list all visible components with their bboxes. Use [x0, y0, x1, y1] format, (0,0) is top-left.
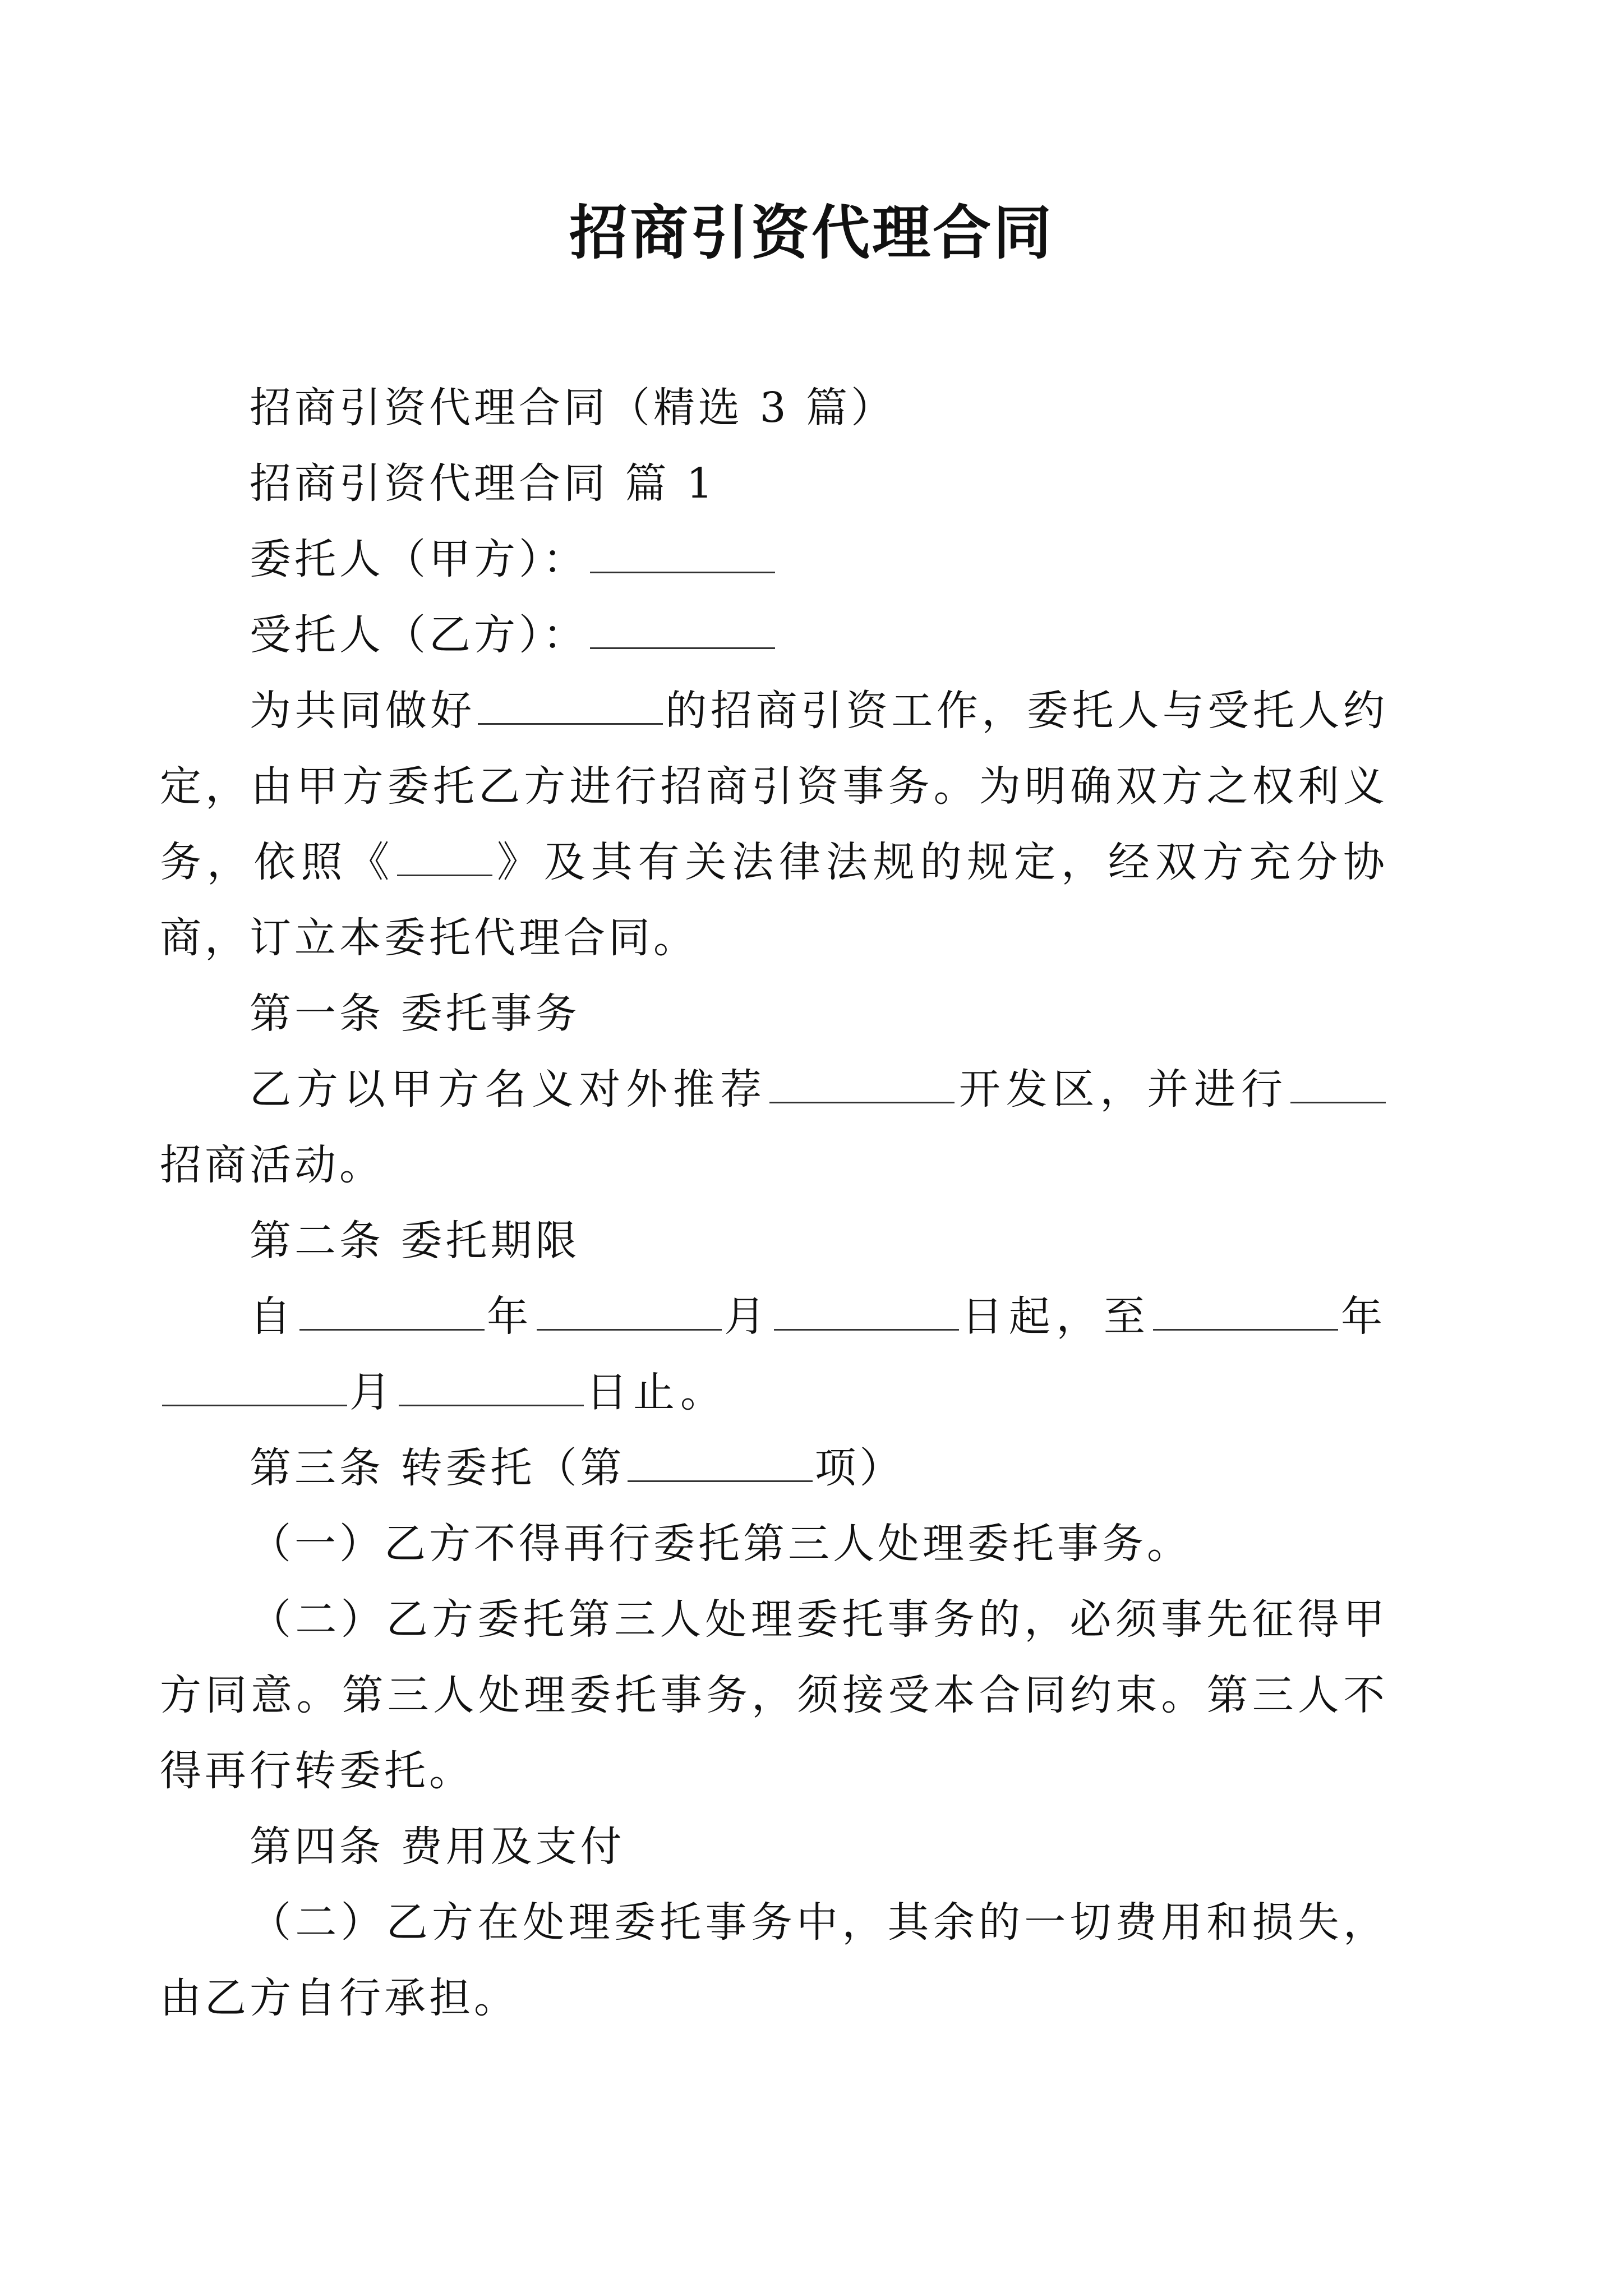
article-3-title — [250, 1430, 1388, 1506]
document-title: 招商引资代理合同 — [569, 198, 1054, 267]
article-3-item-1: （一）乙方不得再行委托第三人处理委托事务。 — [250, 1520, 1192, 1568]
month-label: 月 — [723, 1292, 772, 1341]
project-blank — [478, 684, 663, 725]
start-year-blank — [299, 1290, 485, 1331]
article-3-title-text-2: 项） — [814, 1444, 905, 1492]
law-blank — [397, 835, 492, 876]
party-b-line — [250, 597, 1388, 673]
party-a-blank — [590, 532, 775, 573]
day-to-label: 日止。 — [586, 1368, 727, 1416]
article-4-title: 第四条 费用及支付 — [250, 1823, 625, 1871]
month-label-2: 月 — [349, 1368, 396, 1416]
zone-blank — [769, 1062, 955, 1103]
article-1-text-1: 乙方以甲方名义对外推荐 — [250, 1065, 767, 1114]
intro-line: 招商引资代理合同（精选 3 篇） — [250, 384, 896, 432]
article-4-item-2: （二）乙方在处理委托事务中，其余的一切费用和损失，由乙方自行承担。 — [160, 1898, 1388, 2022]
end-day-blank — [399, 1365, 584, 1406]
article-1-text-2: 开发区，并进行 — [956, 1065, 1289, 1114]
start-day-blank — [774, 1290, 959, 1331]
article-1-title: 第一条 委托事务 — [250, 990, 580, 1038]
activity-blank — [1290, 1062, 1386, 1103]
section-heading: 招商引资代理合同 篇 1 — [250, 459, 717, 508]
end-year-blank — [1153, 1290, 1338, 1331]
preamble-text-2: 的招商引资工作，委托人与受托人约定，由甲方委托乙方进行招商引资事务。为明确双方之权利义务，依照《 — [160, 687, 1389, 886]
article-2-from: 自 — [250, 1292, 297, 1341]
article-3-title-text-1: 第三条 转委托（第 — [250, 1444, 625, 1492]
item-number-blank — [628, 1441, 813, 1482]
article-1-text-3: 招商活动。 — [160, 1141, 384, 1189]
preamble-text-3: 》及其有关法律法规的规定，经双方充分协商，订立本委托代理合同。 — [160, 838, 1389, 962]
document-body — [160, 370, 1389, 2036]
article-2-title: 第二条 委托期限 — [250, 1217, 580, 1265]
party-b-label: 受托人（乙方）： — [250, 611, 588, 659]
party-a-label: 委托人（甲方）： — [250, 535, 588, 583]
article-1-paragraph — [160, 1052, 1388, 1203]
party-b-blank — [590, 608, 775, 649]
article-2-paragraph — [160, 1279, 1388, 1430]
year-label: 年 — [486, 1292, 534, 1341]
preamble-text-1: 为共同做好 — [250, 687, 476, 735]
preamble-paragraph — [160, 673, 1388, 976]
end-month-blank — [162, 1365, 347, 1406]
start-month-blank — [537, 1290, 722, 1331]
day-from-label: 日起，至 — [961, 1292, 1151, 1341]
article-3-item-2: （二）乙方委托第三人处理委托事务的，必须事先征得甲方同意。第三人处理委托事务，须接受本合同约束。第三人不得再行转委托。 — [160, 1595, 1388, 1795]
party-a-line — [250, 522, 1388, 597]
year-label-2: 年 — [1340, 1292, 1389, 1341]
